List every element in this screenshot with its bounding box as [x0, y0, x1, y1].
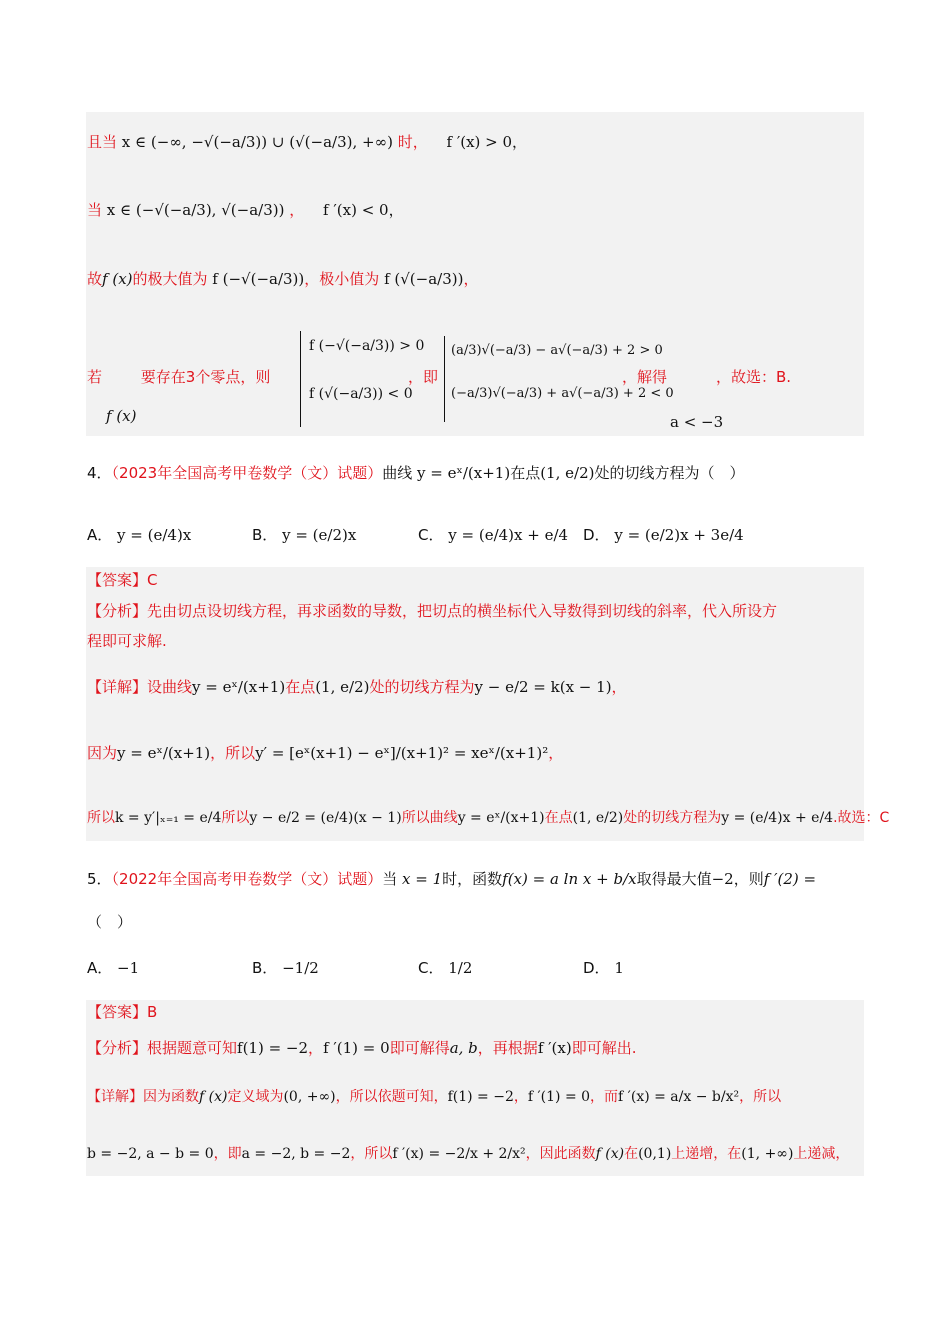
- q4-option-c[interactable]: C． y = (e/4)x + e/4: [418, 526, 569, 544]
- q5-stem: 5．（2022年全国高考甲卷数学（文）试题）当 x = 1时，函数f(x) = a ln x + b/x取得最大值−2，则f ′(2) =: [87, 870, 817, 888]
- q5-option-a[interactable]: A． −1: [87, 959, 140, 977]
- s1-line3: 故f (x)的极大值为 f (−√(−a/3))，极小值为 f (√(−a/3))，: [87, 270, 479, 288]
- q5-paren: （ ）: [87, 913, 133, 931]
- s1-line2: 当 x ∈ (−√(−a/3), √(−a/3)) ， f ′(x) < 0，: [87, 201, 404, 219]
- q4-analysis-cont: 程即可求解.: [87, 632, 167, 650]
- q4-detail-3: 所以k = y′|ₓ₌₁ = e/4所以y − e/2 = (e/4)(x − 1)所以曲线y = eˣ/(x+1)在点(1, e/2)处的切线方程为y = (e/4)x + e/4.故选：C: [87, 810, 890, 826]
- q5-answer: 【答案】B: [87, 1003, 158, 1021]
- s1-c: ，即: [408, 368, 439, 386]
- q4-detail-1: 【详解】设曲线y = eˣ/(x+1)在点(1, e/2)处的切线方程为y − e/2 = k(x − 1)，: [87, 678, 627, 696]
- interval-expr: x ∈ (−∞, −√(−a/3)) ∪ (√(−a/3), +∞): [121, 133, 393, 151]
- q4-option-d[interactable]: D． y = (e/2)x + 3e/4: [583, 526, 744, 544]
- q4-option-b[interactable]: B． y = (e/2)x: [252, 526, 357, 544]
- s1-e: ，故选：B.: [716, 368, 792, 386]
- q4-stem: 4．（2023年全国高考甲卷数学（文）试题）曲线 y = eˣ/(x+1)在点(1, e/2)处的切线方程为（ ）: [87, 464, 745, 482]
- q5-detail-2: b = −2, a − b = 0，即a = −2, b = −2，所以f ′(x) = −2/x + 2/x²，因此函数f (x)在(0,1)上递增，在(1, +∞)上递减，: [87, 1146, 850, 1162]
- q5-option-c[interactable]: C． 1/2: [418, 959, 473, 977]
- q5-detail-1: 【详解】因为函数f (x)定义域为(0, +∞)，所以依题可知，f(1) = −2，f ′(1) = 0，而f ′(x) = a/x − b/x²，所以: [87, 1089, 782, 1105]
- s1-fx: f (x): [106, 407, 137, 425]
- s1-line4: 若 要存在3个零点，则: [87, 368, 271, 386]
- q5-option-b[interactable]: B． −1/2: [252, 959, 319, 977]
- q4-option-a[interactable]: A． y = (e/4)x: [87, 526, 192, 544]
- q4-answer: 【答案】C: [87, 571, 158, 589]
- s1-solution: a < −3: [670, 413, 724, 431]
- system-1: f (−√(−a/3)) > 0 f (√(−a/3)) < 0: [300, 331, 424, 427]
- s1-d: ，解得: [622, 368, 668, 386]
- q4-analysis: 【分析】先由切点设切线方程，再求函数的导数，把切点的横坐标代入导数得到切线的斜率，代入所设方: [87, 602, 778, 620]
- system-2: (a/3)√(−a/3) − a√(−a/3) + 2 > 0 (−a/3)√(−a/3) + a√(−a/3) + 2 < 0: [444, 336, 674, 422]
- s1-line1: 且当 x ∈ (−∞, −√(−a/3)) ∪ (√(−a/3), +∞) 时， f ′(x) > 0，: [87, 133, 528, 151]
- q4-detail-2: 因为y = eˣ/(x+1)，所以y′ = [eˣ(x+1) − eˣ]/(x+1)² = xeˣ/(x+1)²，: [87, 744, 564, 762]
- q5-analysis: 【分析】根据题意可知f(1) = −2，f ′(1) = 0即可解得a, b，再根据f ′(x)即可解出.: [87, 1039, 637, 1057]
- q5-option-d[interactable]: D． 1: [583, 959, 624, 977]
